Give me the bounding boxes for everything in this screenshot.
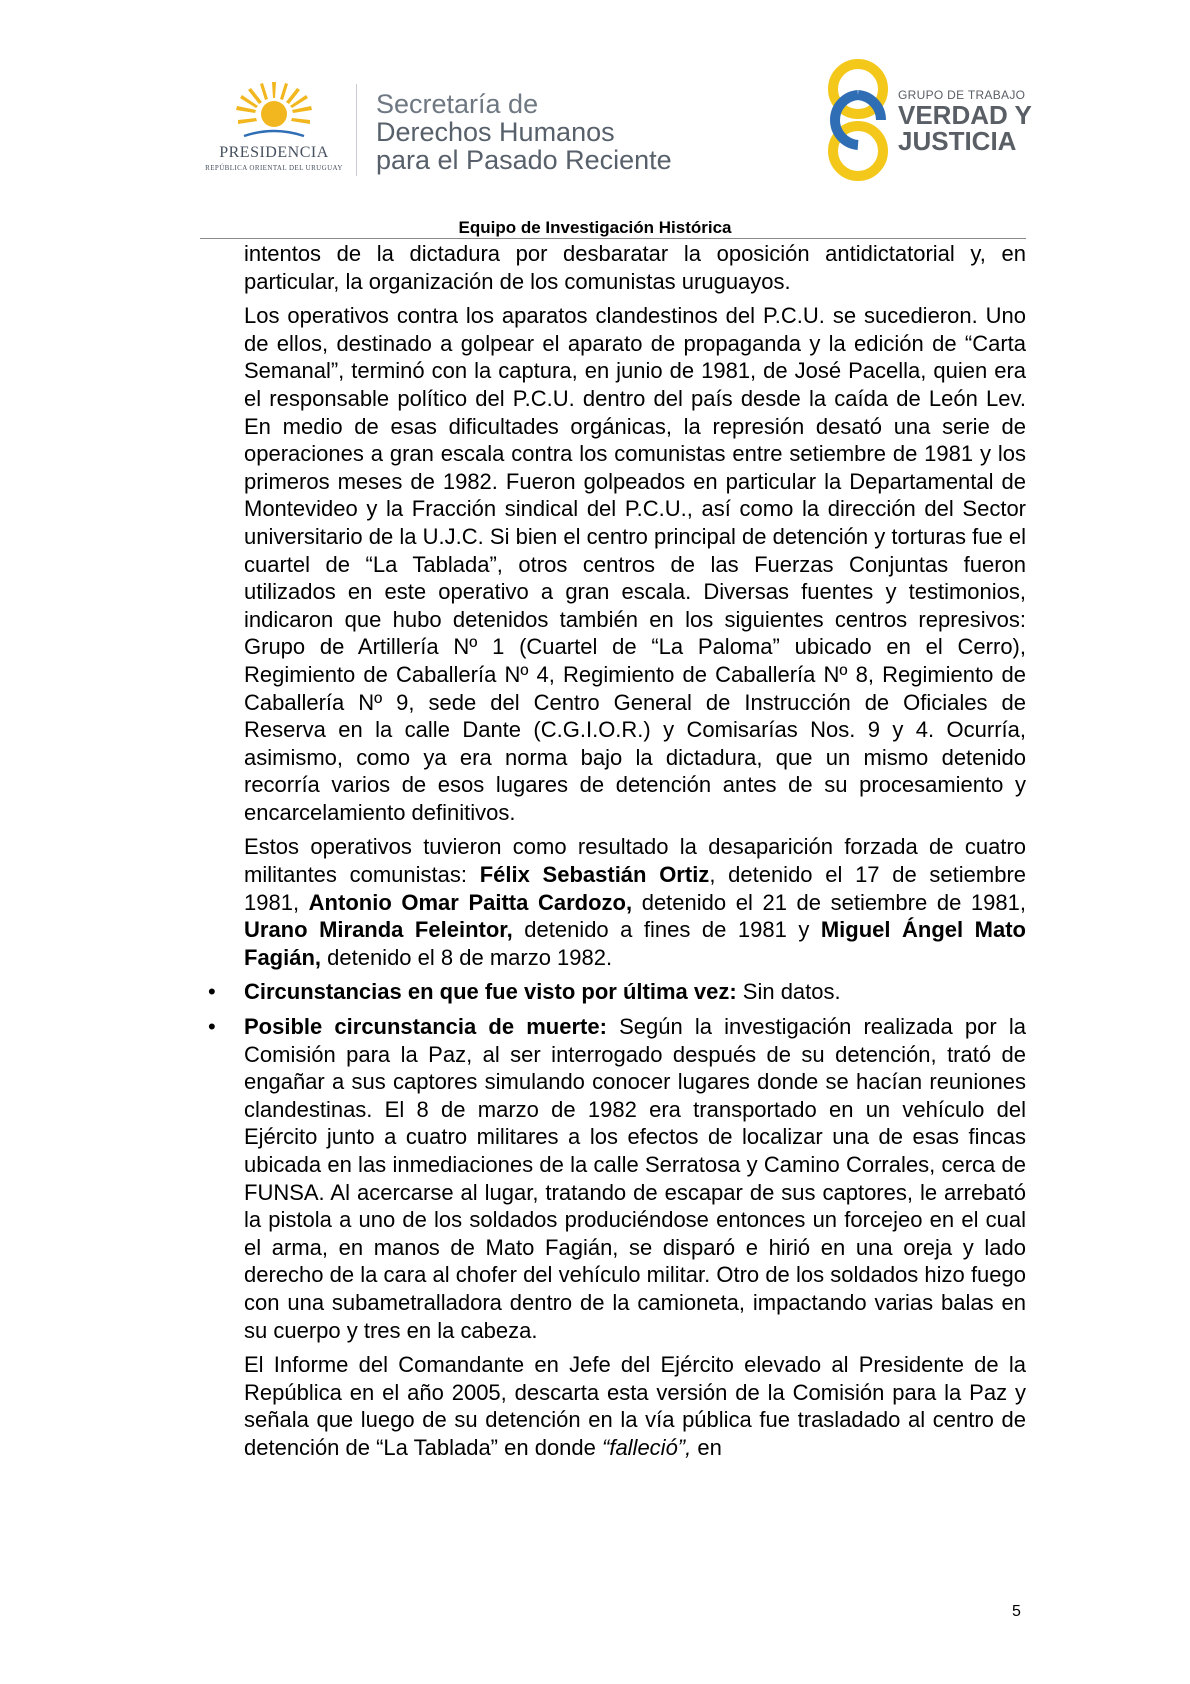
p4-italic: “falleció”,	[602, 1434, 692, 1460]
bullet-item-death	[208, 1013, 1026, 1344]
bullet-item-last-seen	[208, 978, 1026, 1006]
paragraph-2: Los operativos contra los aparatos clandestinos del P.C.U. se sucedieron. Uno de ellos, destinado a golpear el aparato de propaganda y la edición de “Carta Semanal”, terminó con la captura, en junio de 1981, de José Pacella, quien era el responsable político del P.C.U. dentro del país desde la caída de León Lev. En medio de esas dificultades orgánicas, la represión desató una serie de operaciones a gran escala contra los comunistas entre setiembre de 1981 y los primeros meses de 1982. Fueron golpeados en particular la Departamental de Montevideo y la Fracción sindical del P.C.U., así como la dirección del Sector universitario de la U.J.C. Si bien el centro principal de detención y torturas fue el cuartel de “La Tablada”, otros centros de las Fuerzas Conjuntas fueron utilizados en este operativo a gran escala. Diversas fuentes y testimonios, indicaron que hubo detenidos también en los siguientes centros represivos: Grupo de Artillería Nº 1 (Cuartel de “La Paloma” ubicado en el Cerro), Regimiento de Caballería Nº 4, Regimiento de Caballería Nº 8, Regimiento de Caballería Nº 9, sede del Centro General de Instrucción de Oficiales de Reserva en la calle Dante (C.G.I.O.R.) y Comisarías Nos. 9 y 4. Ocurría, asimismo, como ya era norma bajo la dictadura, que un mismo detenido recorría varios de esos lugares de detención antes de su procesamiento y encarcelamiento definitivos.	[244, 303, 1026, 825]
p3-text-3: detenido el 21 de setiembre de 1981,	[632, 889, 1026, 915]
bullet-marker: •	[208, 979, 216, 1005]
rings-logo-icon	[822, 56, 894, 186]
paragraph-1: intentos de la dictadura por desbaratar la oposición antidictatorial y, en particular, la organización de los comunistas uruguayos.	[244, 241, 1026, 294]
paragraph-3	[244, 833, 1026, 971]
p3-text-4: detenido a fines de 1981 y	[512, 917, 821, 943]
bullet-text: Sin datos.	[736, 979, 841, 1005]
grupo-line-2: VERDAD Y	[898, 100, 1032, 130]
grupo-line-1: GRUPO DE TRABAJO	[898, 88, 1026, 102]
secretaria-line-2: Derechos Humanos	[376, 117, 615, 147]
paragraph-4	[244, 1351, 1026, 1461]
secretaria-line-1: Secretaría de	[376, 89, 539, 119]
p3-text-2: , detenido el 17 de setiembre 1981,	[244, 862, 1027, 915]
bullet-marker: •	[208, 1014, 216, 1040]
header-divider	[356, 84, 357, 176]
header-rule	[200, 238, 1026, 239]
bullet-text: Según la investigación realizada por la Comisión para la Paz, al ser interrogado después de su detención, trató de engañar a sus captores simulando conocer lugares donde se hacían reuniones clandestinas. El 8 de marzo de 1982 era transportado en un vehículo del Ejército junto a cuatro militares a los efectos de localizar una de esas fincas ubicada en las inmediaciones de la calle Serratosa y Camino Corrales, cerca de FUNSA. Al acercarse al lugar, tratando de escapar de sus captores, le arrebató la pistola a uno de los soldados produciéndose entonces un forcejeo en el cual el arma, en manos de Mato Fagián, se disparó e hirió en una oreja y lado derecho de la cara al chofer del vehículo militar. Otro de los soldados hizo fuego con una subametralladora dentro de la camioneta, impactando varias balas en su cuerpo y tres en la cabeza.	[244, 1014, 1026, 1343]
victim-name-4: Miguel Ángel Mato Fagián,	[244, 917, 1026, 970]
p3-text-1: Estos operativos tuvieron como resultado la desaparición forzada de cuatro militantes comunistas:	[244, 834, 1026, 888]
verdad-justicia-logo	[822, 56, 1032, 186]
document-body	[208, 240, 1027, 1469]
grupo-line-3: JUSTICIA	[898, 126, 1017, 156]
bullet-label: Posible circunstancia de muerte:	[244, 1014, 607, 1040]
secretaria-title	[376, 90, 672, 174]
bullet-label: Circunstancias en que fue visto por última vez:	[244, 979, 737, 1005]
p3-text-5: detenido el 8 de marzo 1982.	[321, 944, 613, 970]
section-heading: Equipo de Investigación Histórica	[458, 218, 732, 237]
presidencia-subtitle: REPÚBLICA ORIENTAL DEL URUGUAY	[205, 164, 343, 172]
p4-text-1: El Informe del Comandante en Jefe del Ejército elevado al Presidente de la República en el año 2005, descarta esta versión de la Comisión para la Paz y señala que luego de su detención en la vía pública fue trasladado al centro de detención de “La Tablada” en donde	[244, 1352, 1026, 1460]
secretaria-line-3: para el Pasado Reciente	[376, 145, 672, 175]
page-number: 5	[1012, 1603, 1021, 1620]
presidencia-logo	[196, 80, 352, 180]
victim-name-1: Félix Sebastián Ortiz	[479, 862, 710, 888]
sun-logo-icon	[234, 80, 314, 142]
victim-name-3: Urano Miranda Feleintor,	[244, 917, 513, 943]
presidencia-name: PRESIDENCIA	[219, 144, 329, 161]
p4-text-2: en	[691, 1434, 722, 1460]
victim-name-2: Antonio Omar Paitta Cardozo,	[308, 889, 633, 915]
page-header	[0, 0, 1190, 260]
